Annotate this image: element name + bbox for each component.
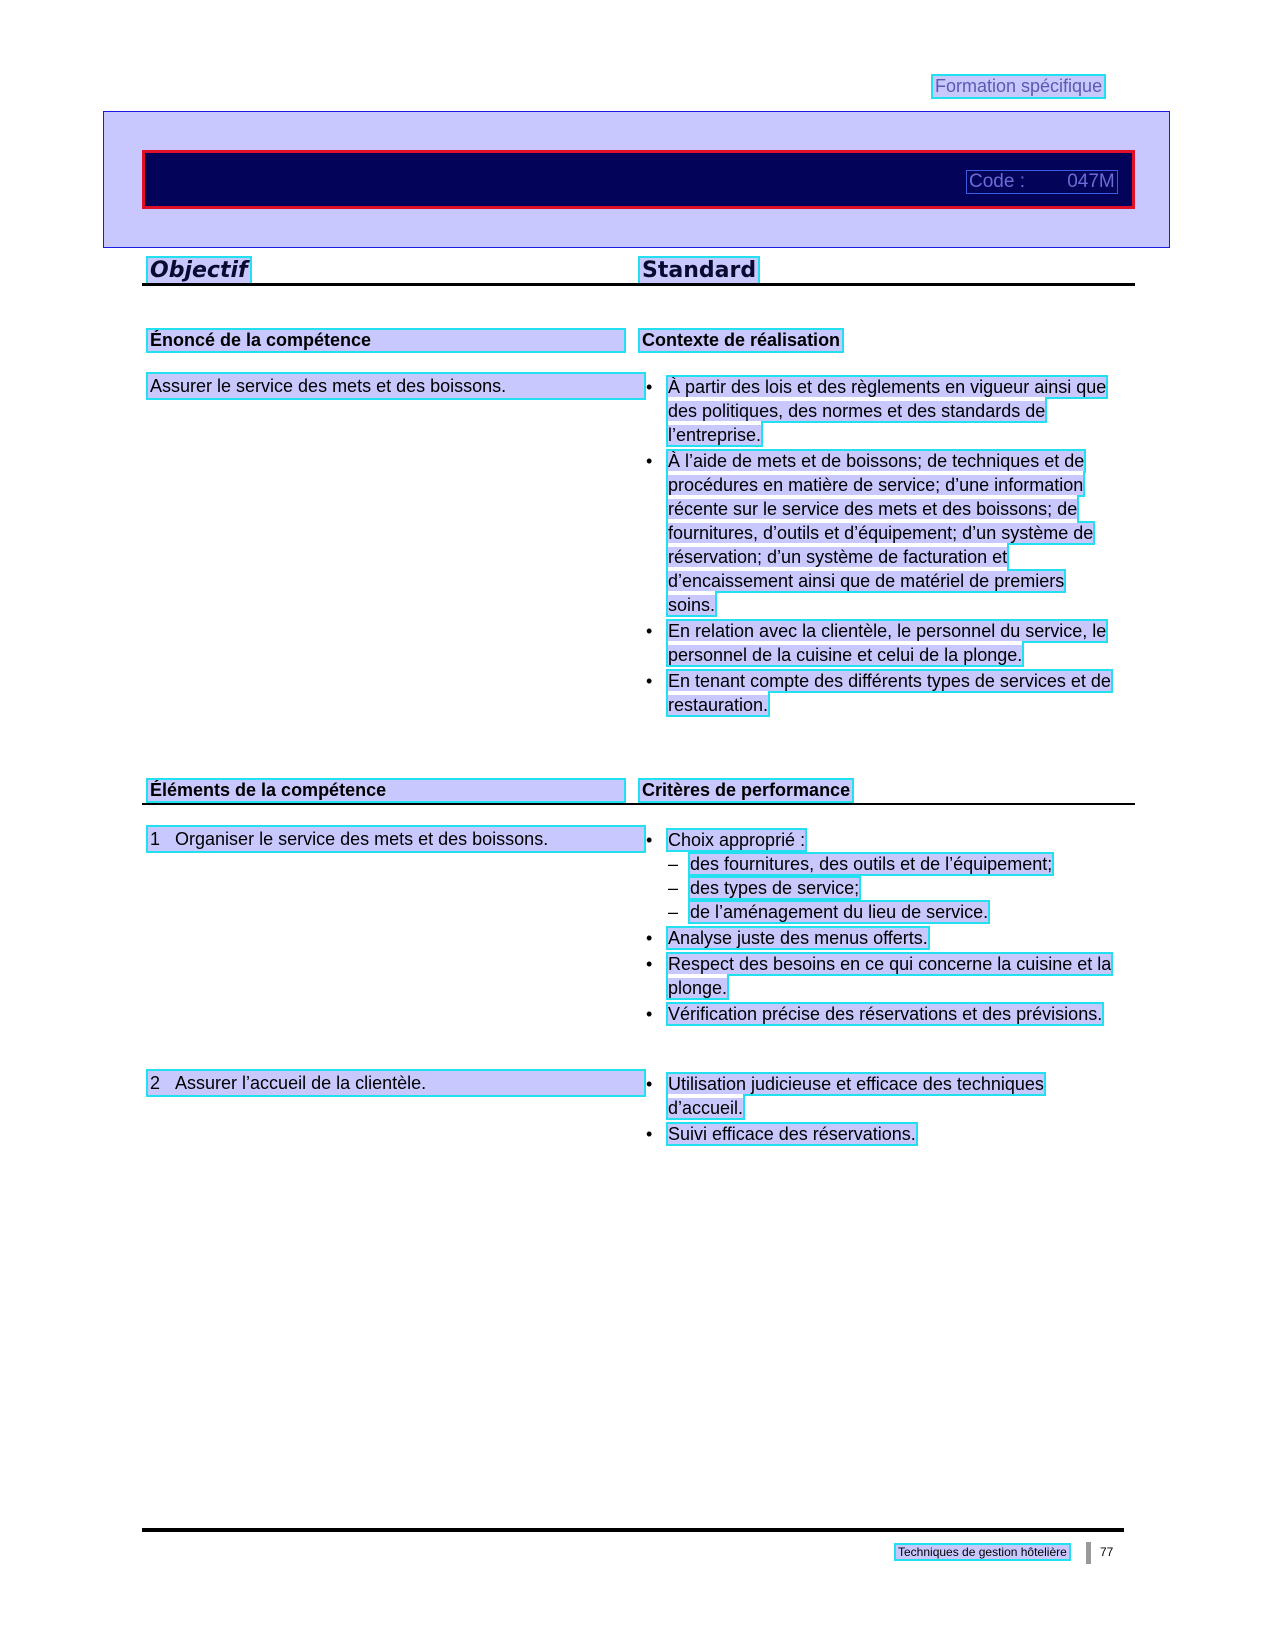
standard-column-title: Standard: [642, 258, 757, 283]
sub-criteria-list: [668, 852, 1114, 924]
title-rule: [142, 283, 1135, 286]
context-item: • À partir des lois et des règlements en vigueur ainsi que des politiques, des normes et des standards de l’entreprise.: [644, 375, 1114, 447]
sub-criteria-item: – de l’aménagement du lieu de service.: [668, 900, 1114, 924]
element-number: 2: [150, 1073, 161, 1093]
element-1: [148, 827, 644, 851]
context-item: • En tenant compte des différents types de services et de restauration.: [644, 669, 1114, 717]
competency-code: [966, 170, 1118, 194]
objective-column-title: Objectif: [150, 258, 248, 283]
context-heading: Contexte de réalisation: [642, 330, 841, 350]
criteria-heading: Critères de performance: [642, 780, 851, 800]
context-item: • À l’aide de mets et de boissons; de techniques et de procédures en matière de service; d’une information récente sur le service des mets et des boissons; de fournitures, d’outils et d’équipement; d’un système de réservation; d’un système de facturation et d’encaissement ainsi que de matériel de premiers soins.: [644, 449, 1114, 617]
footer-program-name: Techniques de gestion hôtelière: [898, 1545, 1067, 1559]
criteria-list-1: [644, 828, 1114, 1028]
criteria-list-2: [644, 1072, 1114, 1148]
element-text: Assurer l’accueil de la clientèle.: [175, 1073, 427, 1093]
criteria-item: • Suivi efficace des réservations.: [644, 1122, 1114, 1146]
criteria-item: • Choix approprié : – des fournitures, des outils et de l’équipement; – des types de service; – de l’aménagement du lieu de service.: [644, 828, 1114, 924]
section-rule: [142, 803, 1135, 805]
context-list: [644, 375, 1114, 719]
code-value: 047M: [1067, 171, 1115, 192]
footer-separator: [1086, 1542, 1091, 1564]
elements-heading: Éléments de la compétence: [148, 780, 624, 801]
criteria-item: • Vérification précise des réservations et des prévisions.: [644, 1002, 1114, 1026]
criteria-item: • Respect des besoins en ce qui concerne la cuisine et la plonge.: [644, 952, 1114, 1000]
sub-criteria-item: – des fournitures, des outils et de l’équipement;: [668, 852, 1114, 876]
element-2: [148, 1071, 644, 1095]
criteria-item: • Utilisation judicieuse et efficace des techniques d’accueil.: [644, 1072, 1114, 1120]
document-section-label: Formation spécifique: [935, 76, 1103, 96]
statement-heading: Énoncé de la compétence: [148, 330, 624, 351]
element-number: 1: [150, 829, 161, 849]
page-number: 77: [1100, 1545, 1114, 1559]
criteria-item: • Analyse juste des menus offerts.: [644, 926, 1114, 950]
sub-criteria-item: – des types de service;: [668, 876, 1114, 900]
code-label: Code :: [969, 171, 1025, 192]
competency-statement: Assurer le service des mets et des boissons.: [148, 374, 644, 398]
context-item: • En relation avec la clientèle, le personnel du service, le personnel de la cuisine et celui de la plonge.: [644, 619, 1114, 667]
footer-rule: [142, 1528, 1124, 1532]
element-text: Organiser le service des mets et des boissons.: [175, 829, 549, 849]
